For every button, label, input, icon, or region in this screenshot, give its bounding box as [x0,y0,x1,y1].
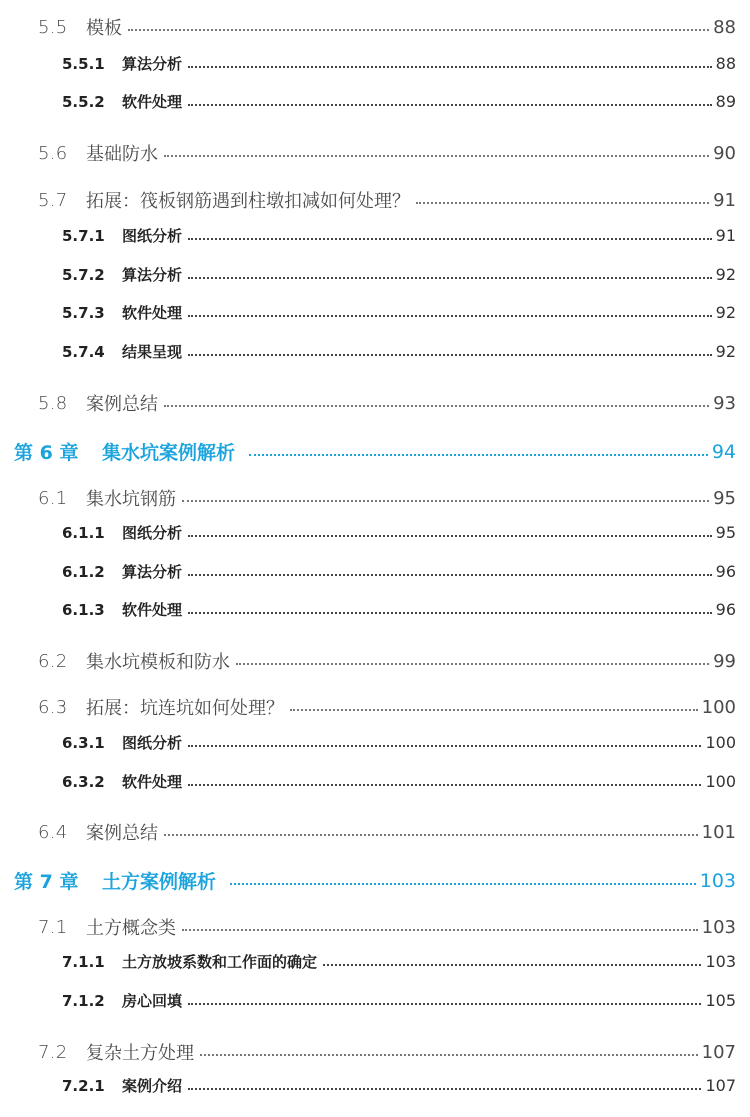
dot-leader [164,405,709,407]
toc-entry-6-2[interactable] [0,648,750,674]
toc-title: 复杂土方处理 [86,1043,194,1064]
dot-leader [188,1003,701,1005]
toc-title: 拓展：坑连坑如何处理？ [86,698,284,719]
toc-title: 土方概念类 [86,918,176,939]
dot-leader [182,500,709,502]
toc-title: 算法分析 [122,266,183,284]
toc-entry-6-3[interactable] [0,694,750,720]
toc-page-number: 89 [715,92,736,111]
toc-number: 6.3.2 [62,772,105,791]
toc-entry-5-5-1[interactable] [0,53,750,74]
toc-entry-5-7-1[interactable] [0,225,750,246]
toc-number: 5.7.3 [62,303,105,322]
toc-number: 5.7.4 [62,342,105,361]
toc-page-number: 100 [705,772,736,791]
dot-leader [323,964,701,966]
toc-entry-5-7[interactable] [0,187,750,213]
toc-title: 集水坑钢筋 [86,489,176,510]
toc-page-number: 103 [701,916,736,938]
toc-title: 土方放坡系数和工作面的确定 [122,953,318,971]
dot-leader [164,834,698,836]
toc-title: 案例总结 [86,823,158,844]
dot-leader [188,535,712,537]
toc-entry-5-8[interactable] [0,390,750,416]
toc-entry-6-1-3[interactable] [0,599,750,620]
toc-page-number: 91 [713,189,736,211]
toc-page-number: 92 [715,265,736,284]
toc-page-number: 94 [711,440,736,463]
toc-title: 图纸分析 [122,734,183,752]
dot-leader [188,238,712,240]
toc-page-number: 92 [715,303,736,322]
toc-title: 算法分析 [122,563,183,581]
toc-number: 5.7 [38,189,68,211]
toc-chapter-6[interactable] [0,438,750,465]
toc-page-number: 96 [715,562,736,581]
chapter-title: 集水坑案例解析 [102,442,236,464]
toc-title: 房心回填 [122,992,183,1010]
toc-number: 6.3 [38,696,68,718]
toc-page-number: 95 [713,487,736,509]
dot-leader [188,315,712,317]
toc-number: 6.2 [38,650,68,672]
toc-entry-7-1-2[interactable] [0,990,750,1011]
toc-number: 7.1 [38,916,68,938]
toc-page-number: 96 [715,600,736,619]
toc-number: 5.7.1 [62,226,105,245]
toc-title: 模板 [86,18,122,39]
toc-page-number: 93 [713,392,736,414]
dot-leader [188,574,712,576]
toc-title: 软件处理 [122,601,183,619]
toc-title: 拓展：筏板钢筋遇到柱墩扣减如何处理？ [86,191,410,212]
toc-page-number: 88 [715,54,736,73]
toc-title: 集水坑模板和防水 [86,652,230,673]
toc-number: 7.1.2 [62,991,105,1010]
toc-title: 图纸分析 [122,524,183,542]
chapter-title: 土方案例解析 [102,871,217,893]
toc-entry-5-5-2[interactable] [0,91,750,112]
toc-page-number: 88 [713,16,736,38]
toc-number: 7.1.1 [62,952,105,971]
toc-page-number: 92 [715,342,736,361]
dot-leader [188,104,712,106]
dot-leader [188,354,712,356]
toc-number: 6.1.3 [62,600,105,619]
toc-page-number: 107 [705,1076,736,1095]
toc-title: 案例总结 [86,394,158,415]
toc-title: 软件处理 [122,304,183,322]
toc-entry-6-3-1[interactable] [0,732,750,753]
toc-entry-6-1[interactable] [0,485,750,511]
dot-leader [164,155,709,157]
toc-entry-5-6[interactable] [0,140,750,166]
toc-page-number: 91 [715,226,736,245]
toc-page-number: 101 [701,821,736,843]
toc-entry-7-2[interactable] [0,1039,750,1065]
toc-number: 5.8 [38,392,68,414]
chapter-number: 第 7 章 [14,871,79,893]
toc-chapter-7[interactable] [0,867,750,894]
dot-leader [416,202,709,204]
chapter-number: 第 6 章 [14,442,79,464]
toc-number: 6.3.1 [62,733,105,752]
toc-number: 5.7.2 [62,265,105,284]
toc-title: 图纸分析 [122,227,183,245]
toc-title: 案例介绍 [122,1077,183,1095]
dot-leader [188,1088,701,1090]
dot-leader [230,883,696,885]
toc-number: 6.4 [38,821,68,843]
toc-entry-7-1[interactable] [0,914,750,940]
toc-number: 6.1 [38,487,68,509]
toc-page-number: 105 [705,991,736,1010]
toc-page-number: 100 [705,733,736,752]
toc-title: 软件处理 [122,93,183,111]
toc-title: 算法分析 [122,55,183,73]
toc-title: 结果呈现 [122,343,183,361]
dot-leader [236,663,709,665]
toc-entry-6-1-1[interactable] [0,522,750,543]
toc-entry-5-7-2[interactable] [0,264,750,285]
toc-entry-7-1-1[interactable] [0,951,750,972]
dot-leader [188,277,712,279]
toc-page-number: 103 [699,869,736,892]
dot-leader [188,66,712,68]
toc-page-number: 100 [701,696,736,718]
toc-page-number: 90 [713,142,736,164]
toc-number: 6.1.2 [62,562,105,581]
toc-entry-6-1-2[interactable] [0,561,750,582]
dot-leader [188,784,701,786]
dot-leader [200,1054,698,1056]
dot-leader [249,454,708,456]
toc-title: 基础防水 [86,144,158,165]
toc-entry-5-7-3[interactable] [0,302,750,323]
toc-number: 7.2.1 [62,1076,105,1095]
toc-page-number: 95 [715,523,736,542]
toc-entry-7-2-1[interactable] [0,1075,750,1096]
toc-page-number: 103 [705,952,736,971]
toc-entry-5-5[interactable] [0,14,750,40]
toc-number: 5.5 [38,16,68,38]
toc-page-number: 99 [713,650,736,672]
toc-entry-5-7-4[interactable] [0,341,750,362]
toc-number: 5.5.1 [62,54,105,73]
dot-leader [188,612,712,614]
toc-entry-6-4[interactable] [0,819,750,845]
toc-number: 5.6 [38,142,68,164]
toc-number: 7.2 [38,1041,68,1063]
toc-title: 软件处理 [122,773,183,791]
toc-number: 6.1.1 [62,523,105,542]
dot-leader [290,709,698,711]
dot-leader [182,929,698,931]
toc-entry-6-3-2[interactable] [0,771,750,792]
dot-leader [128,29,709,31]
dot-leader [188,745,701,747]
toc-number: 5.5.2 [62,92,105,111]
toc-page-number: 107 [701,1041,736,1063]
